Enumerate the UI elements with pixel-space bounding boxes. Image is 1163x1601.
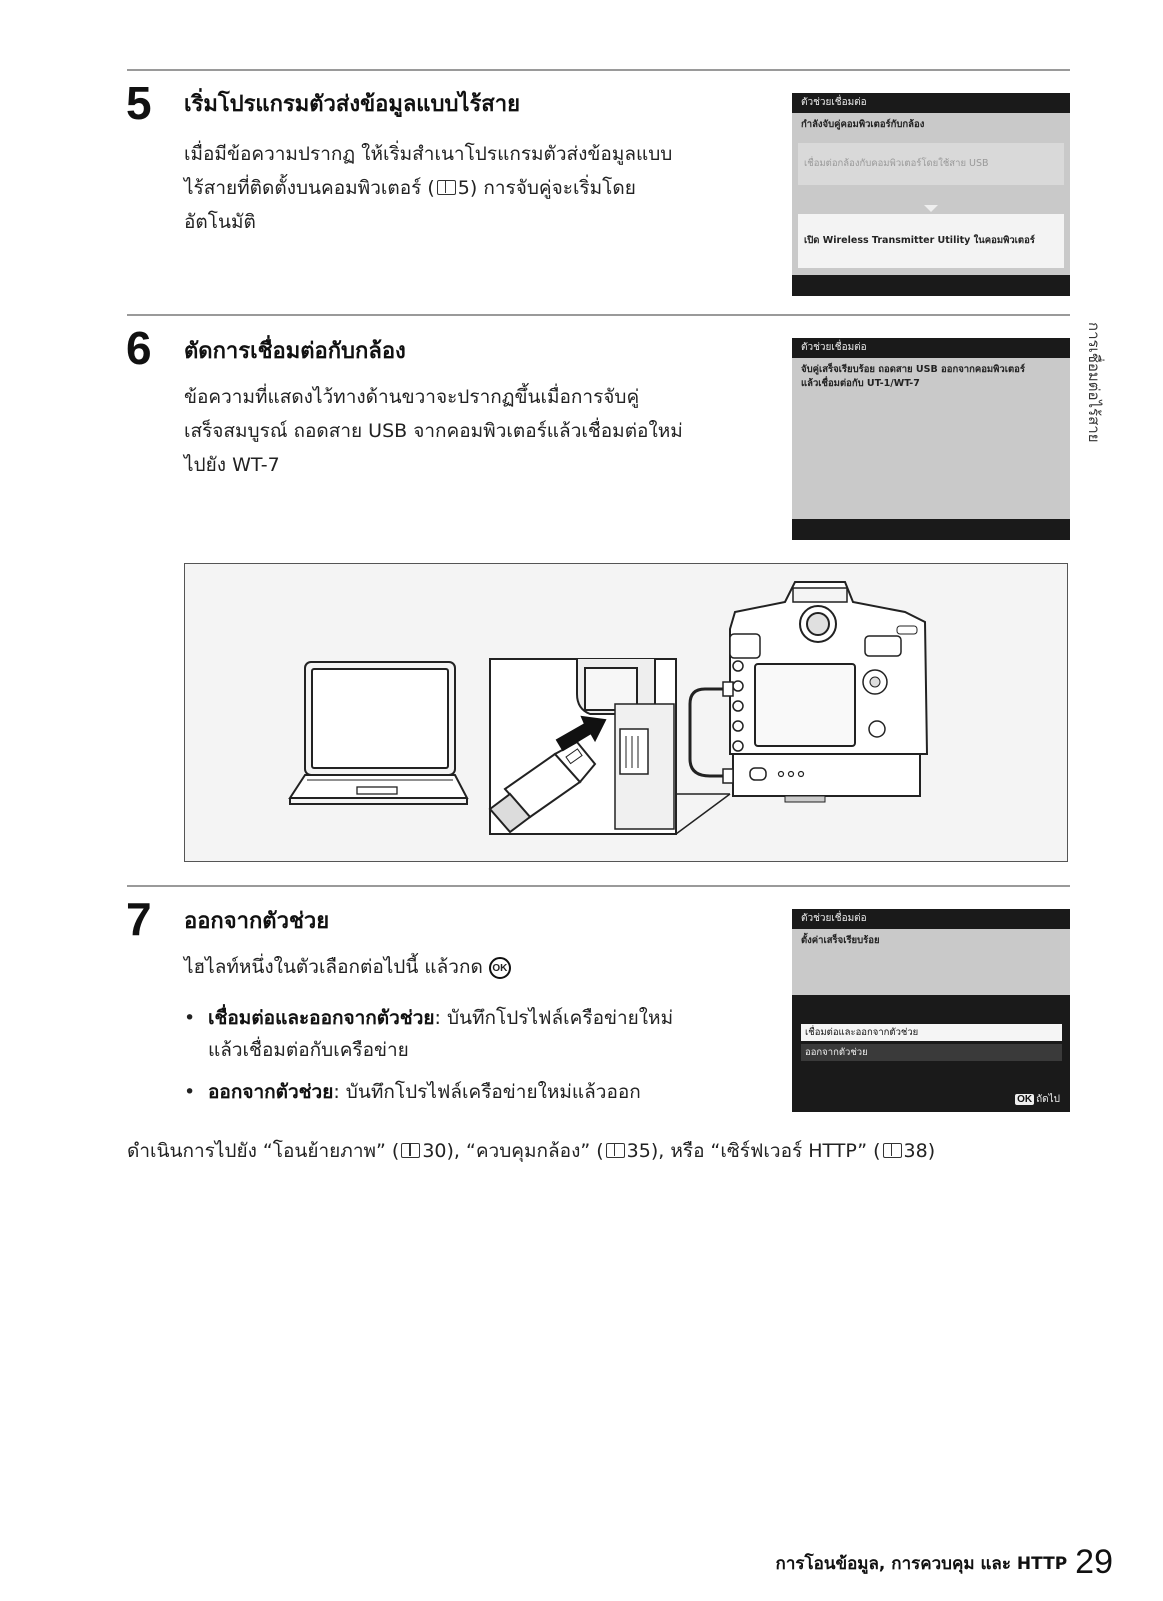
ok-next-hint: OK ถัดไป xyxy=(1017,1094,1060,1105)
page-footer xyxy=(776,1543,1113,1582)
step-6-body-line-2: เสร็จสมบูรณ์ ถอดสาย USB จากคอมพิวเตอร์แล้วเชื่อมต่อใหม่ xyxy=(184,420,683,442)
step-6-title: ตัดการเชื่อมต่อกับกล้อง xyxy=(184,339,406,364)
step-7-camera-screen xyxy=(792,909,1070,1112)
reference-book-icon xyxy=(883,1143,902,1158)
menu-item-exit: ออกจากตัวช่วย xyxy=(801,1044,1062,1061)
step-5-divider xyxy=(127,69,1070,71)
step-6-divider xyxy=(127,314,1070,316)
step-5-body-line-3: อัตโนมัติ xyxy=(184,211,256,233)
screen-option-wtu: เปิด Wireless Transmitter Utility ในคอมพิวเตอร์ xyxy=(798,214,1064,268)
reference-book-icon xyxy=(437,180,456,195)
screen-footer-bar xyxy=(792,519,1070,540)
step-7-intro: ไฮไลท์หนึ่งในตัวเลือกต่อไปนี้ แล้วกด OK xyxy=(184,950,511,984)
continue-reference-line: ดำเนินการไปยัง “โอนย้ายภาพ” ( 30), “ควบคุมกล้อง” ( 35), หรือ “เซิร์ฟเวอร์ HTTP” ( 38) xyxy=(127,1140,936,1162)
bullet-icon: • xyxy=(184,1081,196,1103)
option-label: เชื่อมต่อและออกจากตัวช่วย xyxy=(208,1007,435,1029)
step-5-camera-screen xyxy=(792,93,1070,296)
screen-option-usb: เชื่อมต่อกล้องกับคอมพิวเตอร์โดยใช้สาย USB xyxy=(798,143,1064,185)
screen-header: ตัวช่วยเชื่อมต่อ xyxy=(792,909,1070,929)
option-label: ออกจากตัวช่วย xyxy=(208,1081,334,1103)
step-5-body-line-2: ไร้สายที่ติดตั้งบนคอมพิวเตอร์ ( 5) การจับคู่จะเริ่มโดย xyxy=(184,177,636,199)
laptop-illustration xyxy=(290,662,467,804)
side-section-tab: การเชื่อมต่อไร้สาย xyxy=(1085,322,1103,443)
screen-message xyxy=(792,358,1070,395)
screen-message-line-2: แล้วเชื่อมต่อกับ UT-1/WT-7 xyxy=(801,378,920,389)
screen-header: ตัวช่วยเชื่อมต่อ xyxy=(792,93,1070,113)
screen-menu-area xyxy=(792,995,1070,1112)
camera-illustration xyxy=(690,582,927,802)
screen-message-line-1: จับคู่เสร็จเรียบร้อย ถอดสาย USB ออกจากคอมพิวเตอร์ xyxy=(801,364,1025,375)
usb-connection-detail xyxy=(490,659,730,834)
bullet-icon: • xyxy=(184,1007,196,1029)
screen-subtitle: กำลังจับคู่คอมพิวเตอร์กับกล้อง xyxy=(801,119,925,130)
list-item: • ออกจากตัวช่วย: บันทึกโปรไฟล์เครือข่ายใหม่แล้วออก xyxy=(184,1076,673,1108)
step-6-number: 6 xyxy=(126,322,152,374)
step-5-number: 5 xyxy=(126,77,152,129)
step-5-body xyxy=(184,137,672,239)
list-item: • เชื่อมต่อและออกจากตัวช่วย: บันทึกโปรไฟล์เครือข่ายใหม่ แล้วเชื่อมต่อกับเครือข่าย xyxy=(184,1002,673,1066)
step-6-camera-screen xyxy=(792,338,1070,540)
step-6-body xyxy=(184,380,683,482)
step-7-title: ออกจากตัวช่วย xyxy=(184,909,330,934)
menu-item-connect-exit: เชื่อมต่อและออกจากตัวช่วย xyxy=(801,1024,1062,1041)
reference-book-icon xyxy=(401,1143,420,1158)
step-7-divider xyxy=(127,885,1070,887)
step-7-options-list xyxy=(184,1002,673,1118)
step-6-body-line-3: ไปยัง WT-7 xyxy=(184,454,280,476)
ok-button-icon: OK xyxy=(489,957,511,979)
screen-header: ตัวช่วยเชื่อมต่อ xyxy=(792,338,1070,358)
step-6-body-line-1: ข้อความที่แสดงไว้ทางด้านขวาจะปรากฏขึ้นเมื่อการจับคู่ xyxy=(184,386,640,408)
step-5-body-line-1: เมื่อมีข้อความปรากฏ ให้เริ่มสำเนาโปรแกรมตัวส่งข้อมูลแบบ xyxy=(184,143,673,165)
footer-chapter-title: การโอนข้อมูล, การควบคุม และ HTTP xyxy=(775,1554,1068,1574)
page-number: 29 xyxy=(1075,1543,1113,1581)
reference-book-icon xyxy=(606,1143,625,1158)
screen-footer-bar xyxy=(792,275,1070,296)
arrow-down-icon xyxy=(924,205,938,212)
step-5-title: เริ่มโปรแกรมตัวส่งข้อมูลแบบไร้สาย xyxy=(184,92,520,117)
step-7-number: 7 xyxy=(126,893,152,945)
connection-illustration xyxy=(184,563,1068,862)
screen-subtitle: ตั้งค่าเสร็จเรียบร้อย xyxy=(801,935,880,946)
